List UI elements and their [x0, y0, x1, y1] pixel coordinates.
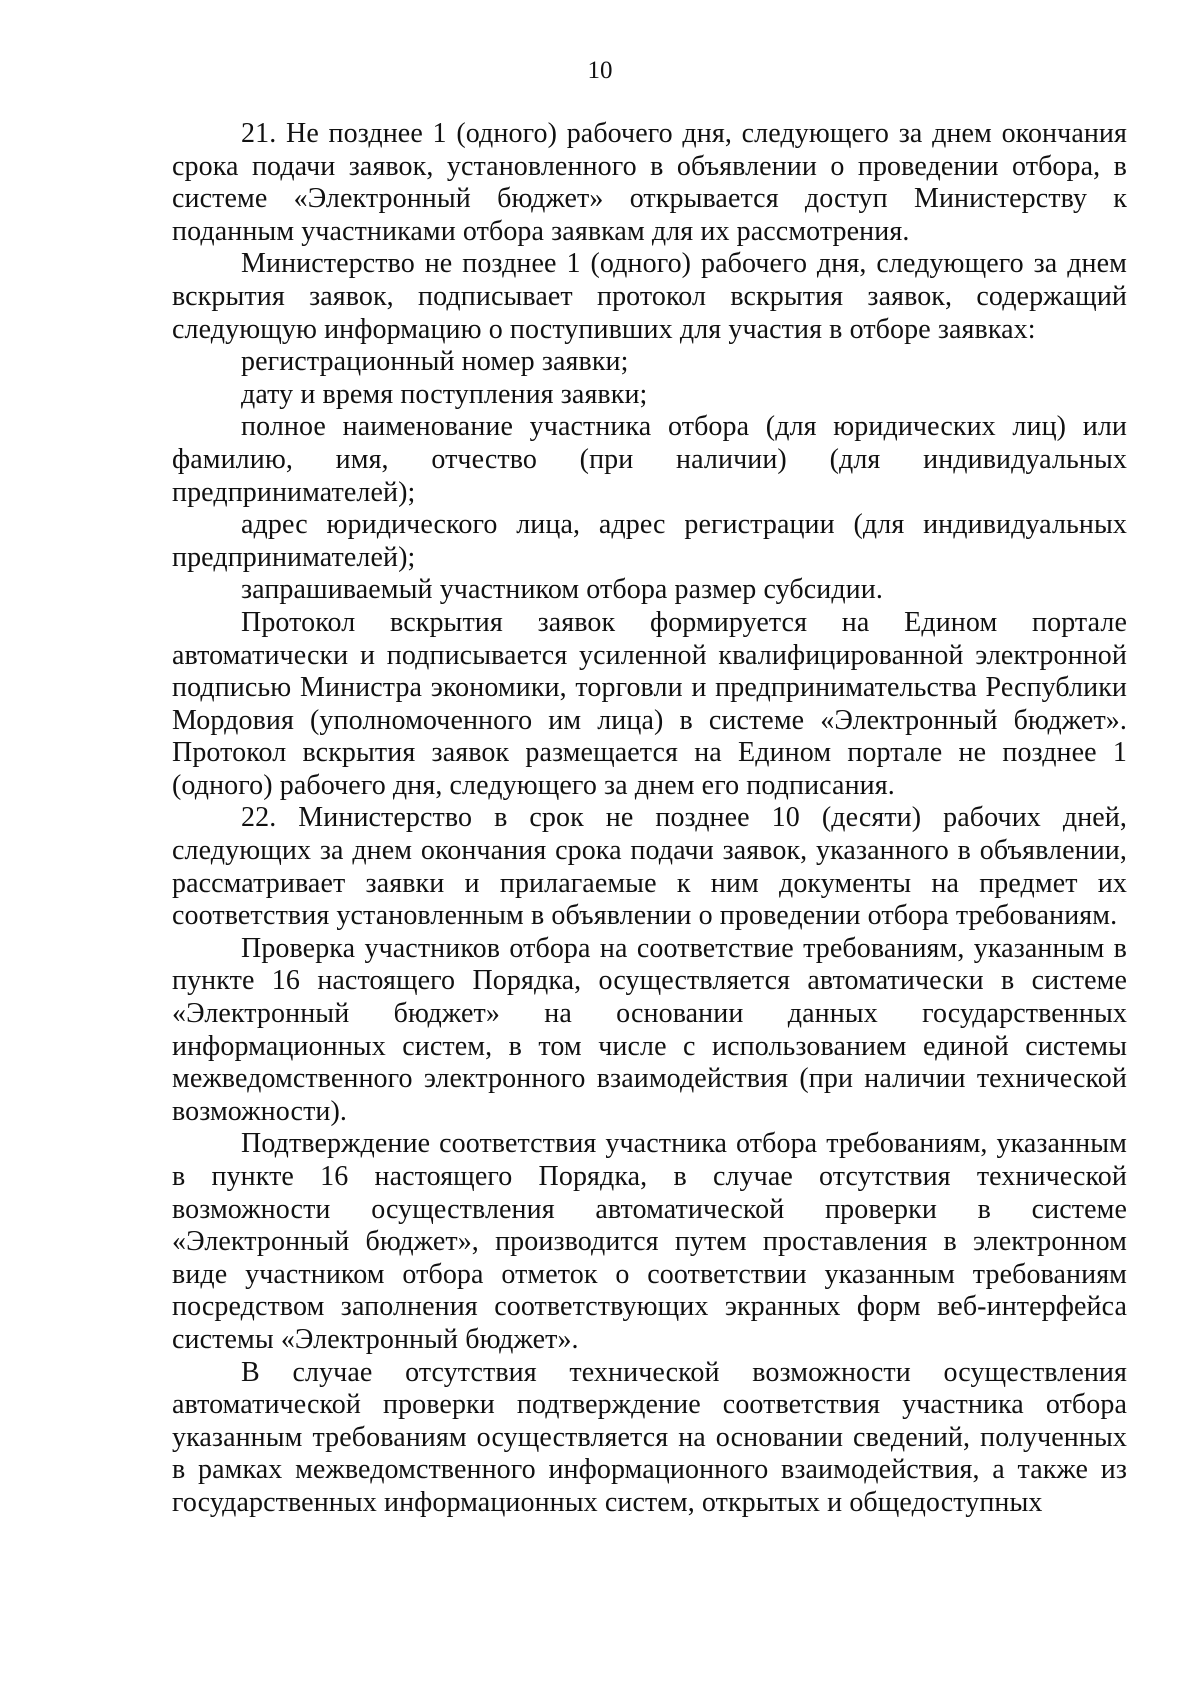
- list-item-subsidy-amount: запрашиваемый участником отбора размер субсидии.: [241, 574, 883, 606]
- list-item-date-time: дату и время поступления заявки;: [241, 378, 648, 410]
- paragraph-22: 22. Министерство в срок не позднее 10 (десяти) рабочих дней, следующих за днем окончания срока подачи заявок, указанного в объявлении, рассматривает заявки и прилагаемые к ним документы на предмет их соответствия установленным в объявлении о проведении отбора требованиям.: [172, 802, 1127, 932]
- page-number: 10: [587, 57, 613, 84]
- list-item-address: адрес юридического лица, адрес регистрации (для индивидуальных предпринимателей);: [172, 509, 1127, 573]
- list-item-registration-number: регистрационный номер заявки;: [241, 346, 629, 378]
- paragraph-21: 21. Не позднее 1 (одного) рабочего дня, следующего за днем окончания срока подачи заявок, установленного в объявлении о проведении отбора, в системе «Электронный бюджет» открывается доступ Министерству к поданным участниками отбора заявкам для их рассмотрения.: [172, 118, 1127, 247]
- paragraph-confirmation: Подтверждение соответствия участника отбора требованиям, указанным в пункте 16 настоящего Порядка, в случае отсутствия технической возможности осуществления автоматической проверки в системе «Электронный бюджет», производится путем проставления в электронном виде участником отбора отметок о соответствии указанным требованиям посредством заполнения соответствующих экранных форм веб-интерфейса системы «Электронный бюджет».: [172, 1128, 1127, 1355]
- document-body: [172, 118, 1127, 1520]
- paragraph-protocol-intro: Министерство не позднее 1 (одного) рабочего дня, следующего за днем вскрытия заявок, подписывает протокол вскрытия заявок, содержащий следующую информацию о поступивших для участия в отборе заявках:: [172, 248, 1127, 345]
- paragraph-protocol-formation: Протокол вскрытия заявок формируется на Едином портале автоматически и подписывается усиленной квалифицированной электронной подписью Министра экономики, торговли и предпринимательства Республики Мордовия (уполномоченного им лица) в системе «Электронный бюджет». Протокол вскрытия заявок размещается на Едином портале не позднее 1 (одного) рабочего дня, следующего за днем его подписания.: [172, 606, 1127, 801]
- paragraph-automatic-check: Проверка участников отбора на соответствие требованиям, указанным в пункте 16 настоящего Порядка, осуществляется автоматически в системе «Электронный бюджет» на основании данных государственных информационных систем, в том числе с использованием единой системы межведомственного электронного взаимодействия (при наличии технической возможности).: [172, 932, 1127, 1127]
- list-item-full-name: полное наименование участника отбора (для юридических лиц) или фамилию, имя, отчество (при наличии) (для индивидуальных предпринимателей);: [172, 411, 1127, 508]
- paragraph-no-technical-possibility: В случае отсутствия технической возможности осуществления автоматической проверки подтверждение соответствия участника отбора указанным требованиям осуществляется на основании сведений, полученных в рамках межведомственного информационного взаимодействия, а также из государственных информационных систем, открытых и общедоступных: [172, 1356, 1127, 1518]
